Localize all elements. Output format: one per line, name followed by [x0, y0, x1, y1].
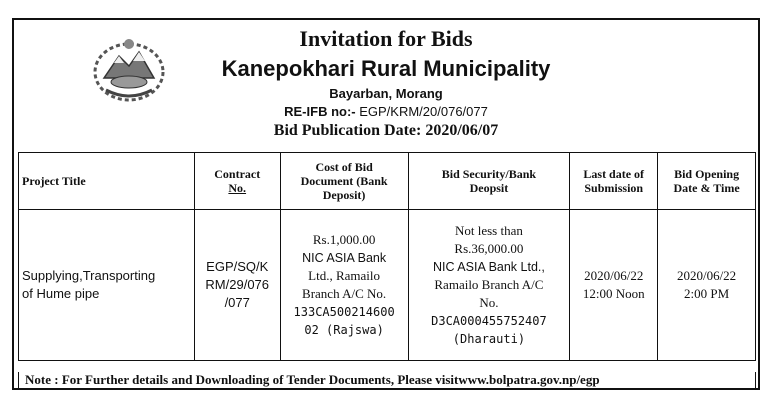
cell-last-date: 2020/06/22 12:00 Noon	[570, 210, 658, 361]
cell-opening: 2020/06/22 2:00 PM	[658, 210, 756, 361]
header-contract-no: Contract No.	[194, 153, 280, 210]
header-project-title: Project Title	[19, 153, 195, 210]
notice-frame	[12, 18, 760, 390]
location: Bayarban, Morang	[329, 86, 443, 101]
cell-security: Not less than Rs.36,000.00 NIC ASIA Bank Ltd., Ramailo Branch A/C No. D3CA000455752407 (Dharauti)	[408, 210, 570, 361]
cell-project-title: Supplying,Transporting of Hume pipe	[19, 210, 195, 361]
header-security: Bid Security/Bank Deopsit	[408, 153, 570, 210]
bids-table	[18, 152, 756, 361]
document-title: Invitation for Bids	[299, 26, 473, 51]
ifb-number: EGP/KRM/20/076/077	[355, 104, 488, 119]
header-opening: Bid Opening Date & Time	[658, 153, 756, 210]
cell-contract-no: EGP/SQ/K RM/29/076 /077	[194, 210, 280, 361]
ifb-number-line	[14, 104, 758, 119]
table-header-row	[19, 153, 756, 210]
cell-cost: Rs.1,000.00 NIC ASIA Bank Ltd., Ramailo Branch A/C No. 133CA500214600 02 (Rajswa)	[280, 210, 408, 361]
ifb-label: RE-IFB no:-	[284, 104, 356, 119]
header-last-date: Last date of Submission	[570, 153, 658, 210]
footer-note: Note : For Further details and Downloading of Tender Documents, Please visitwww.bolpatra.gov.np/egp	[18, 372, 756, 390]
publication-date: Bid Publication Date: 2020/06/07	[273, 122, 499, 139]
table-row	[19, 210, 756, 361]
organization-name: Kanepokhari Rural Municipality	[221, 56, 551, 81]
header-cost: Cost of Bid Document (Bank Deposit)	[280, 153, 408, 210]
